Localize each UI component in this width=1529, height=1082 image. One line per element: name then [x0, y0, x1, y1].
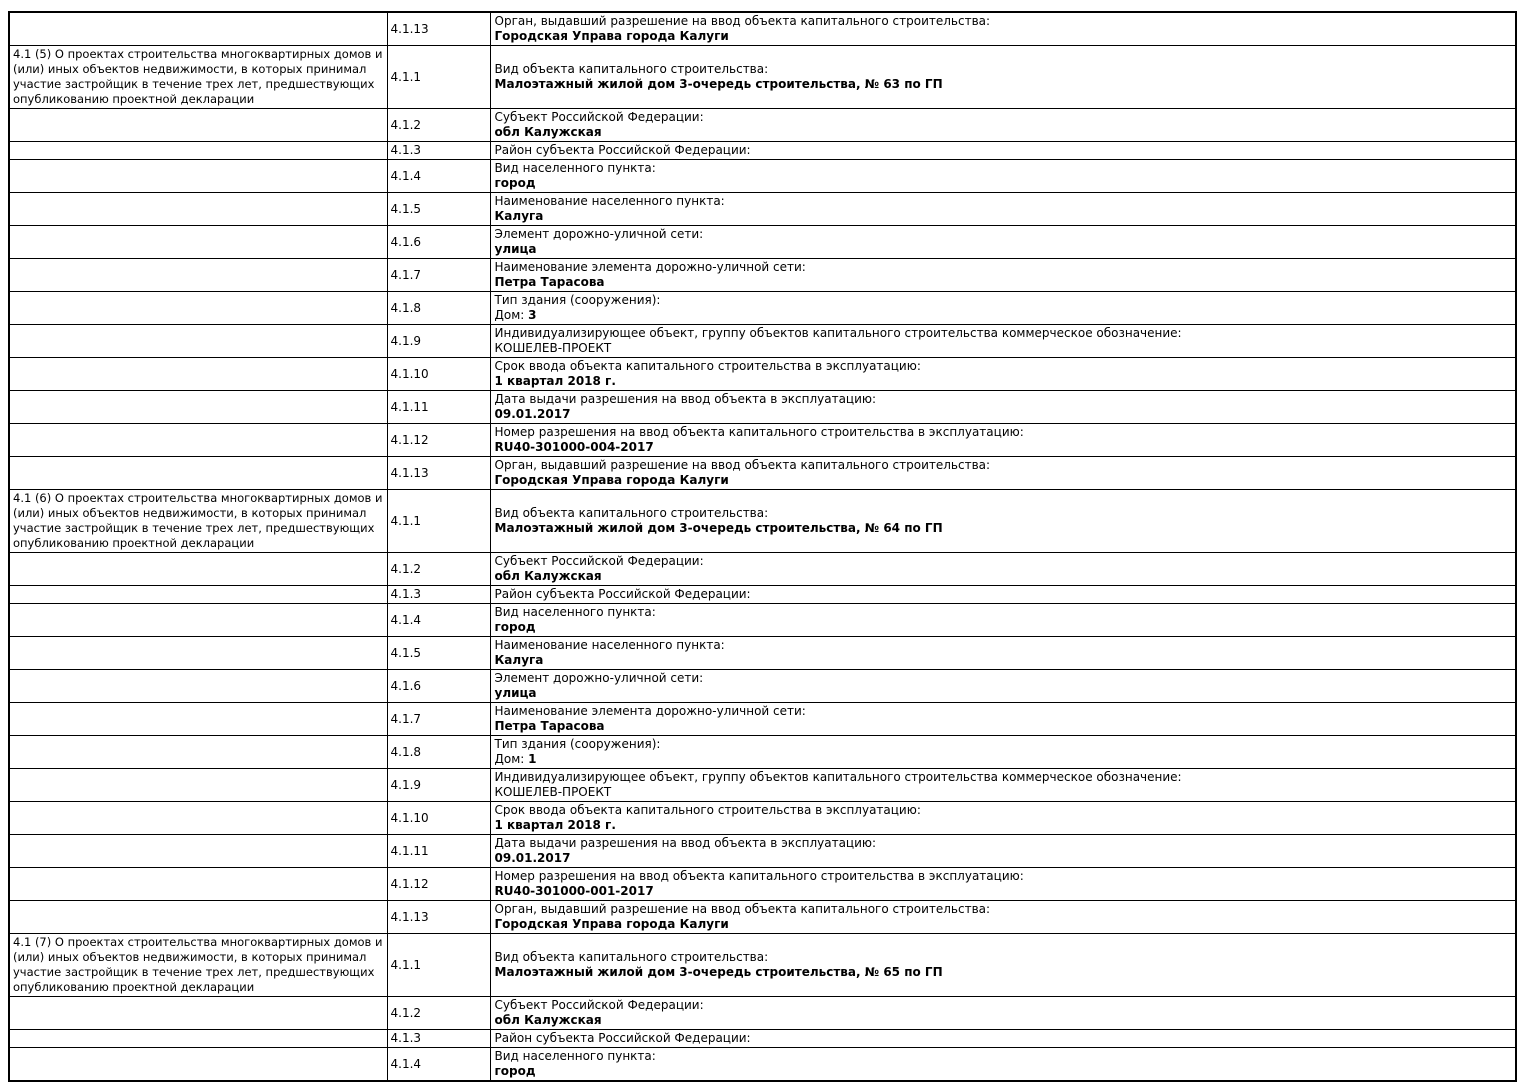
- section-description-cell: [9, 1030, 387, 1048]
- section-description-cell: 4.1 (7) О проектах строительства многоквартирных домов и (или) иных объектов недвижимости, в которых принимал участие застройщик в течение трех лет, предшествующих опубликованию проектной декларации: [9, 934, 387, 997]
- table-row: [9, 934, 1516, 997]
- field-value-line: [495, 1013, 1512, 1028]
- section-description-cell: [9, 637, 387, 670]
- table-row: [9, 670, 1516, 703]
- field-value: 1 квартал 2018 г.: [494, 818, 616, 832]
- field-value-line: [495, 569, 1512, 584]
- field-value-line: [495, 884, 1512, 899]
- field-label: Вид объекта капитального строительства:: [494, 62, 769, 76]
- field-value: Петра Тарасова: [494, 275, 605, 289]
- section-description-cell: [9, 12, 387, 46]
- field-value: обл Калужская: [494, 125, 602, 139]
- field-label: Элемент дорожно-уличной сети:: [494, 227, 704, 241]
- field-value-line: [495, 473, 1512, 488]
- field-value: Малоэтажный жилой дом 3-очередь строительства, № 63 по ГП: [494, 77, 943, 91]
- field-cell: [490, 670, 1516, 703]
- field-value: КОШЕЛЕВ-ПРОЕКТ: [494, 785, 612, 799]
- field-cell: [490, 997, 1516, 1030]
- field-label: Наименование элемента дорожно-уличной сети:: [494, 704, 806, 718]
- table-row: [9, 637, 1516, 670]
- field-label: Элемент дорожно-уличной сети:: [494, 671, 704, 685]
- field-cell: [490, 637, 1516, 670]
- field-cell: [490, 12, 1516, 46]
- code-cell: 4.1.12: [387, 424, 490, 457]
- section-description-cell: 4.1 (5) О проектах строительства многоквартирных домов и (или) иных объектов недвижимости, в которых принимал участие застройщик в течение трех лет, предшествующих опубликованию проектной декларации: [9, 46, 387, 109]
- field-label: Район субъекта Российской Федерации:: [494, 587, 751, 601]
- field-value: 1 квартал 2018 г.: [494, 374, 616, 388]
- code-cell: 4.1.13: [387, 457, 490, 490]
- section-description-cell: [9, 160, 387, 193]
- field-cell: [490, 736, 1516, 769]
- code-cell: 4.1.2: [387, 553, 490, 586]
- section-description-cell: [9, 142, 387, 160]
- table-row: [9, 703, 1516, 736]
- field-value-line: [495, 407, 1512, 422]
- field-label: Номер разрешения на ввод объекта капитального строительства в эксплуатацию:: [494, 869, 1024, 883]
- table-row: [9, 358, 1516, 391]
- field-label: Индивидуализирующее объект, группу объектов капитального строительства коммерческое обозначение:: [494, 770, 1182, 784]
- field-cell: [490, 586, 1516, 604]
- field-value: Городская Управа города Калуги: [494, 29, 729, 43]
- table-row: [9, 259, 1516, 292]
- field-value-line: [495, 308, 1512, 323]
- field-cell: [490, 553, 1516, 586]
- field-cell: [490, 160, 1516, 193]
- field-value-line: [495, 851, 1512, 866]
- code-cell: 4.1.11: [387, 391, 490, 424]
- table-row: [9, 769, 1516, 802]
- field-label: Субъект Российской Федерации:: [494, 110, 704, 124]
- field-cell: [490, 769, 1516, 802]
- field-label: Дата выдачи разрешения на ввод объекта в эксплуатацию:: [494, 836, 877, 850]
- table-row: [9, 1030, 1516, 1048]
- field-value: RU40-301000-001-2017: [494, 884, 654, 898]
- table-row: [9, 391, 1516, 424]
- table-row: [9, 292, 1516, 325]
- field-value-line: [495, 209, 1512, 224]
- field-cell: [490, 457, 1516, 490]
- field-value: обл Калужская: [494, 569, 602, 583]
- field-label: Номер разрешения на ввод объекта капитального строительства в эксплуатацию:: [494, 425, 1024, 439]
- field-cell: [490, 835, 1516, 868]
- table-row: [9, 586, 1516, 604]
- field-value: 09.01.2017: [494, 851, 571, 865]
- section-description-cell: [9, 457, 387, 490]
- field-cell: [490, 193, 1516, 226]
- table-row: [9, 226, 1516, 259]
- code-cell: 4.1.3: [387, 142, 490, 160]
- section-description-cell: [9, 586, 387, 604]
- section-description-cell: [9, 553, 387, 586]
- code-cell: 4.1.4: [387, 160, 490, 193]
- section-description-cell: [9, 109, 387, 142]
- field-value: 1: [528, 752, 537, 766]
- section-description-cell: [9, 226, 387, 259]
- section-description-cell: [9, 769, 387, 802]
- table-row: [9, 142, 1516, 160]
- code-cell: 4.1.5: [387, 193, 490, 226]
- field-cell: [490, 292, 1516, 325]
- section-description-cell: [9, 997, 387, 1030]
- field-value: 09.01.2017: [494, 407, 571, 421]
- code-cell: 4.1.13: [387, 12, 490, 46]
- field-cell: [490, 490, 1516, 553]
- field-value-line: [495, 965, 1512, 980]
- code-cell: 4.1.1: [387, 934, 490, 997]
- field-label: Вид населенного пункта:: [494, 1049, 656, 1063]
- field-value-line: [495, 818, 1512, 833]
- field-cell: [490, 802, 1516, 835]
- field-value-line: [495, 719, 1512, 734]
- code-cell: 4.1.2: [387, 997, 490, 1030]
- field-cell: [490, 1048, 1516, 1082]
- section-description-cell: [9, 193, 387, 226]
- field-label: Тип здания (сооружения):: [494, 293, 661, 307]
- field-cell: [490, 391, 1516, 424]
- field-cell: [490, 226, 1516, 259]
- field-value-line: [495, 653, 1512, 668]
- section-description-cell: [9, 292, 387, 325]
- table-row: [9, 604, 1516, 637]
- field-value-line: [495, 686, 1512, 701]
- section-description-cell: [9, 736, 387, 769]
- field-cell: [490, 424, 1516, 457]
- table-row: [9, 901, 1516, 934]
- field-value-line: [495, 341, 1512, 356]
- field-value: RU40-301000-004-2017: [494, 440, 654, 454]
- field-value: 3: [528, 308, 537, 322]
- table-row: [9, 553, 1516, 586]
- code-cell: 4.1.8: [387, 292, 490, 325]
- field-value: Петра Тарасова: [494, 719, 605, 733]
- field-label: Наименование населенного пункта:: [494, 638, 725, 652]
- field-cell: [490, 1030, 1516, 1048]
- field-value-line: [495, 374, 1512, 389]
- field-value-line: [495, 917, 1512, 932]
- field-value: город: [494, 620, 536, 634]
- field-label: Срок ввода объекта капитального строительства в эксплуатацию:: [494, 359, 921, 373]
- field-cell: [490, 901, 1516, 934]
- declaration-table-body: [9, 12, 1516, 1081]
- table-row: [9, 109, 1516, 142]
- section-description-cell: [9, 1048, 387, 1082]
- code-cell: 4.1.9: [387, 769, 490, 802]
- field-value-line: [495, 242, 1512, 257]
- field-value: Городская Управа города Калуги: [494, 473, 729, 487]
- table-row: [9, 46, 1516, 109]
- code-cell: 4.1.7: [387, 703, 490, 736]
- code-cell: 4.1.1: [387, 46, 490, 109]
- field-value: Калуга: [494, 653, 544, 667]
- table-row: [9, 736, 1516, 769]
- table-row: [9, 193, 1516, 226]
- section-description-cell: 4.1 (6) О проектах строительства многоквартирных домов и (или) иных объектов недвижимости, в которых принимал участие застройщик в течение трех лет, предшествующих опубликованию проектной декларации: [9, 490, 387, 553]
- field-label: Орган, выдавший разрешение на ввод объекта капитального строительства:: [494, 458, 991, 472]
- field-label: Субъект Российской Федерации:: [494, 998, 704, 1012]
- field-value-line: [495, 176, 1512, 191]
- field-cell: [490, 109, 1516, 142]
- section-description-cell: [9, 391, 387, 424]
- field-cell: [490, 259, 1516, 292]
- field-label: Район субъекта Российской Федерации:: [494, 1031, 751, 1045]
- field-value-line: [495, 521, 1512, 536]
- field-label: Район субъекта Российской Федерации:: [494, 143, 751, 157]
- field-label: Тип здания (сооружения):: [494, 737, 661, 751]
- field-value: Калуга: [494, 209, 544, 223]
- field-value-line: [495, 752, 1512, 767]
- code-cell: 4.1.5: [387, 637, 490, 670]
- section-description-cell: [9, 325, 387, 358]
- code-cell: 4.1.3: [387, 1030, 490, 1048]
- field-label: Вид населенного пункта:: [494, 605, 656, 619]
- field-cell: [490, 868, 1516, 901]
- field-cell: [490, 358, 1516, 391]
- code-cell: 4.1.6: [387, 226, 490, 259]
- table-row: [9, 997, 1516, 1030]
- table-row: [9, 802, 1516, 835]
- field-cell: [490, 142, 1516, 160]
- field-value: город: [494, 176, 536, 190]
- code-cell: 4.1.3: [387, 586, 490, 604]
- section-description-cell: [9, 868, 387, 901]
- field-label: Вид объекта капитального строительства:: [494, 950, 769, 964]
- section-description-cell: [9, 901, 387, 934]
- field-value: КОШЕЛЕВ-ПРОЕКТ: [494, 341, 612, 355]
- code-cell: 4.1.4: [387, 1048, 490, 1082]
- field-value-line: [495, 1064, 1512, 1079]
- field-value: улица: [494, 242, 537, 256]
- field-cell: [490, 703, 1516, 736]
- field-value-line: [495, 29, 1512, 44]
- code-cell: 4.1.12: [387, 868, 490, 901]
- field-value: Малоэтажный жилой дом 3-очередь строительства, № 65 по ГП: [494, 965, 943, 979]
- field-value-prefix: Дом:: [494, 308, 529, 322]
- field-label: Орган, выдавший разрешение на ввод объекта капитального строительства:: [494, 902, 991, 916]
- field-label: Орган, выдавший разрешение на ввод объекта капитального строительства:: [494, 14, 991, 28]
- code-cell: 4.1.6: [387, 670, 490, 703]
- table-row: [9, 424, 1516, 457]
- declaration-table: [8, 11, 1517, 1082]
- field-label: Наименование элемента дорожно-уличной сети:: [494, 260, 806, 274]
- field-value-line: [495, 785, 1512, 800]
- code-cell: 4.1.1: [387, 490, 490, 553]
- field-value: обл Калужская: [494, 1013, 602, 1027]
- field-label: Дата выдачи разрешения на ввод объекта в эксплуатацию:: [494, 392, 877, 406]
- section-description-cell: [9, 358, 387, 391]
- field-cell: [490, 325, 1516, 358]
- code-cell: 4.1.7: [387, 259, 490, 292]
- table-row: [9, 325, 1516, 358]
- field-label: Наименование населенного пункта:: [494, 194, 725, 208]
- section-description-cell: [9, 259, 387, 292]
- table-row: [9, 160, 1516, 193]
- field-value: Городская Управа города Калуги: [494, 917, 729, 931]
- table-row: [9, 868, 1516, 901]
- field-value-line: [495, 77, 1512, 92]
- field-label: Индивидуализирующее объект, группу объектов капитального строительства коммерческое обозначение:: [494, 326, 1182, 340]
- field-label: Субъект Российской Федерации:: [494, 554, 704, 568]
- field-value: улица: [494, 686, 537, 700]
- field-value: Малоэтажный жилой дом 3-очередь строительства, № 64 по ГП: [494, 521, 943, 535]
- table-row: [9, 1048, 1516, 1082]
- field-value: город: [494, 1064, 536, 1078]
- field-value-line: [495, 440, 1512, 455]
- code-cell: 4.1.2: [387, 109, 490, 142]
- field-cell: [490, 46, 1516, 109]
- section-description-cell: [9, 604, 387, 637]
- field-label: Вид объекта капитального строительства:: [494, 506, 769, 520]
- field-value-line: [495, 275, 1512, 290]
- field-label: Вид населенного пункта:: [494, 161, 656, 175]
- field-value-line: [495, 125, 1512, 140]
- field-value-line: [495, 620, 1512, 635]
- code-cell: 4.1.13: [387, 901, 490, 934]
- section-description-cell: [9, 835, 387, 868]
- section-description-cell: [9, 802, 387, 835]
- code-cell: 4.1.8: [387, 736, 490, 769]
- code-cell: 4.1.11: [387, 835, 490, 868]
- section-description-cell: [9, 703, 387, 736]
- code-cell: 4.1.4: [387, 604, 490, 637]
- field-cell: [490, 604, 1516, 637]
- code-cell: 4.1.9: [387, 325, 490, 358]
- field-cell: [490, 934, 1516, 997]
- table-row: [9, 457, 1516, 490]
- field-value-prefix: Дом:: [494, 752, 529, 766]
- table-row: [9, 12, 1516, 46]
- table-row: [9, 835, 1516, 868]
- table-row: [9, 490, 1516, 553]
- code-cell: 4.1.10: [387, 802, 490, 835]
- field-label: Срок ввода объекта капитального строительства в эксплуатацию:: [494, 803, 921, 817]
- section-description-cell: [9, 670, 387, 703]
- section-description-cell: [9, 424, 387, 457]
- code-cell: 4.1.10: [387, 358, 490, 391]
